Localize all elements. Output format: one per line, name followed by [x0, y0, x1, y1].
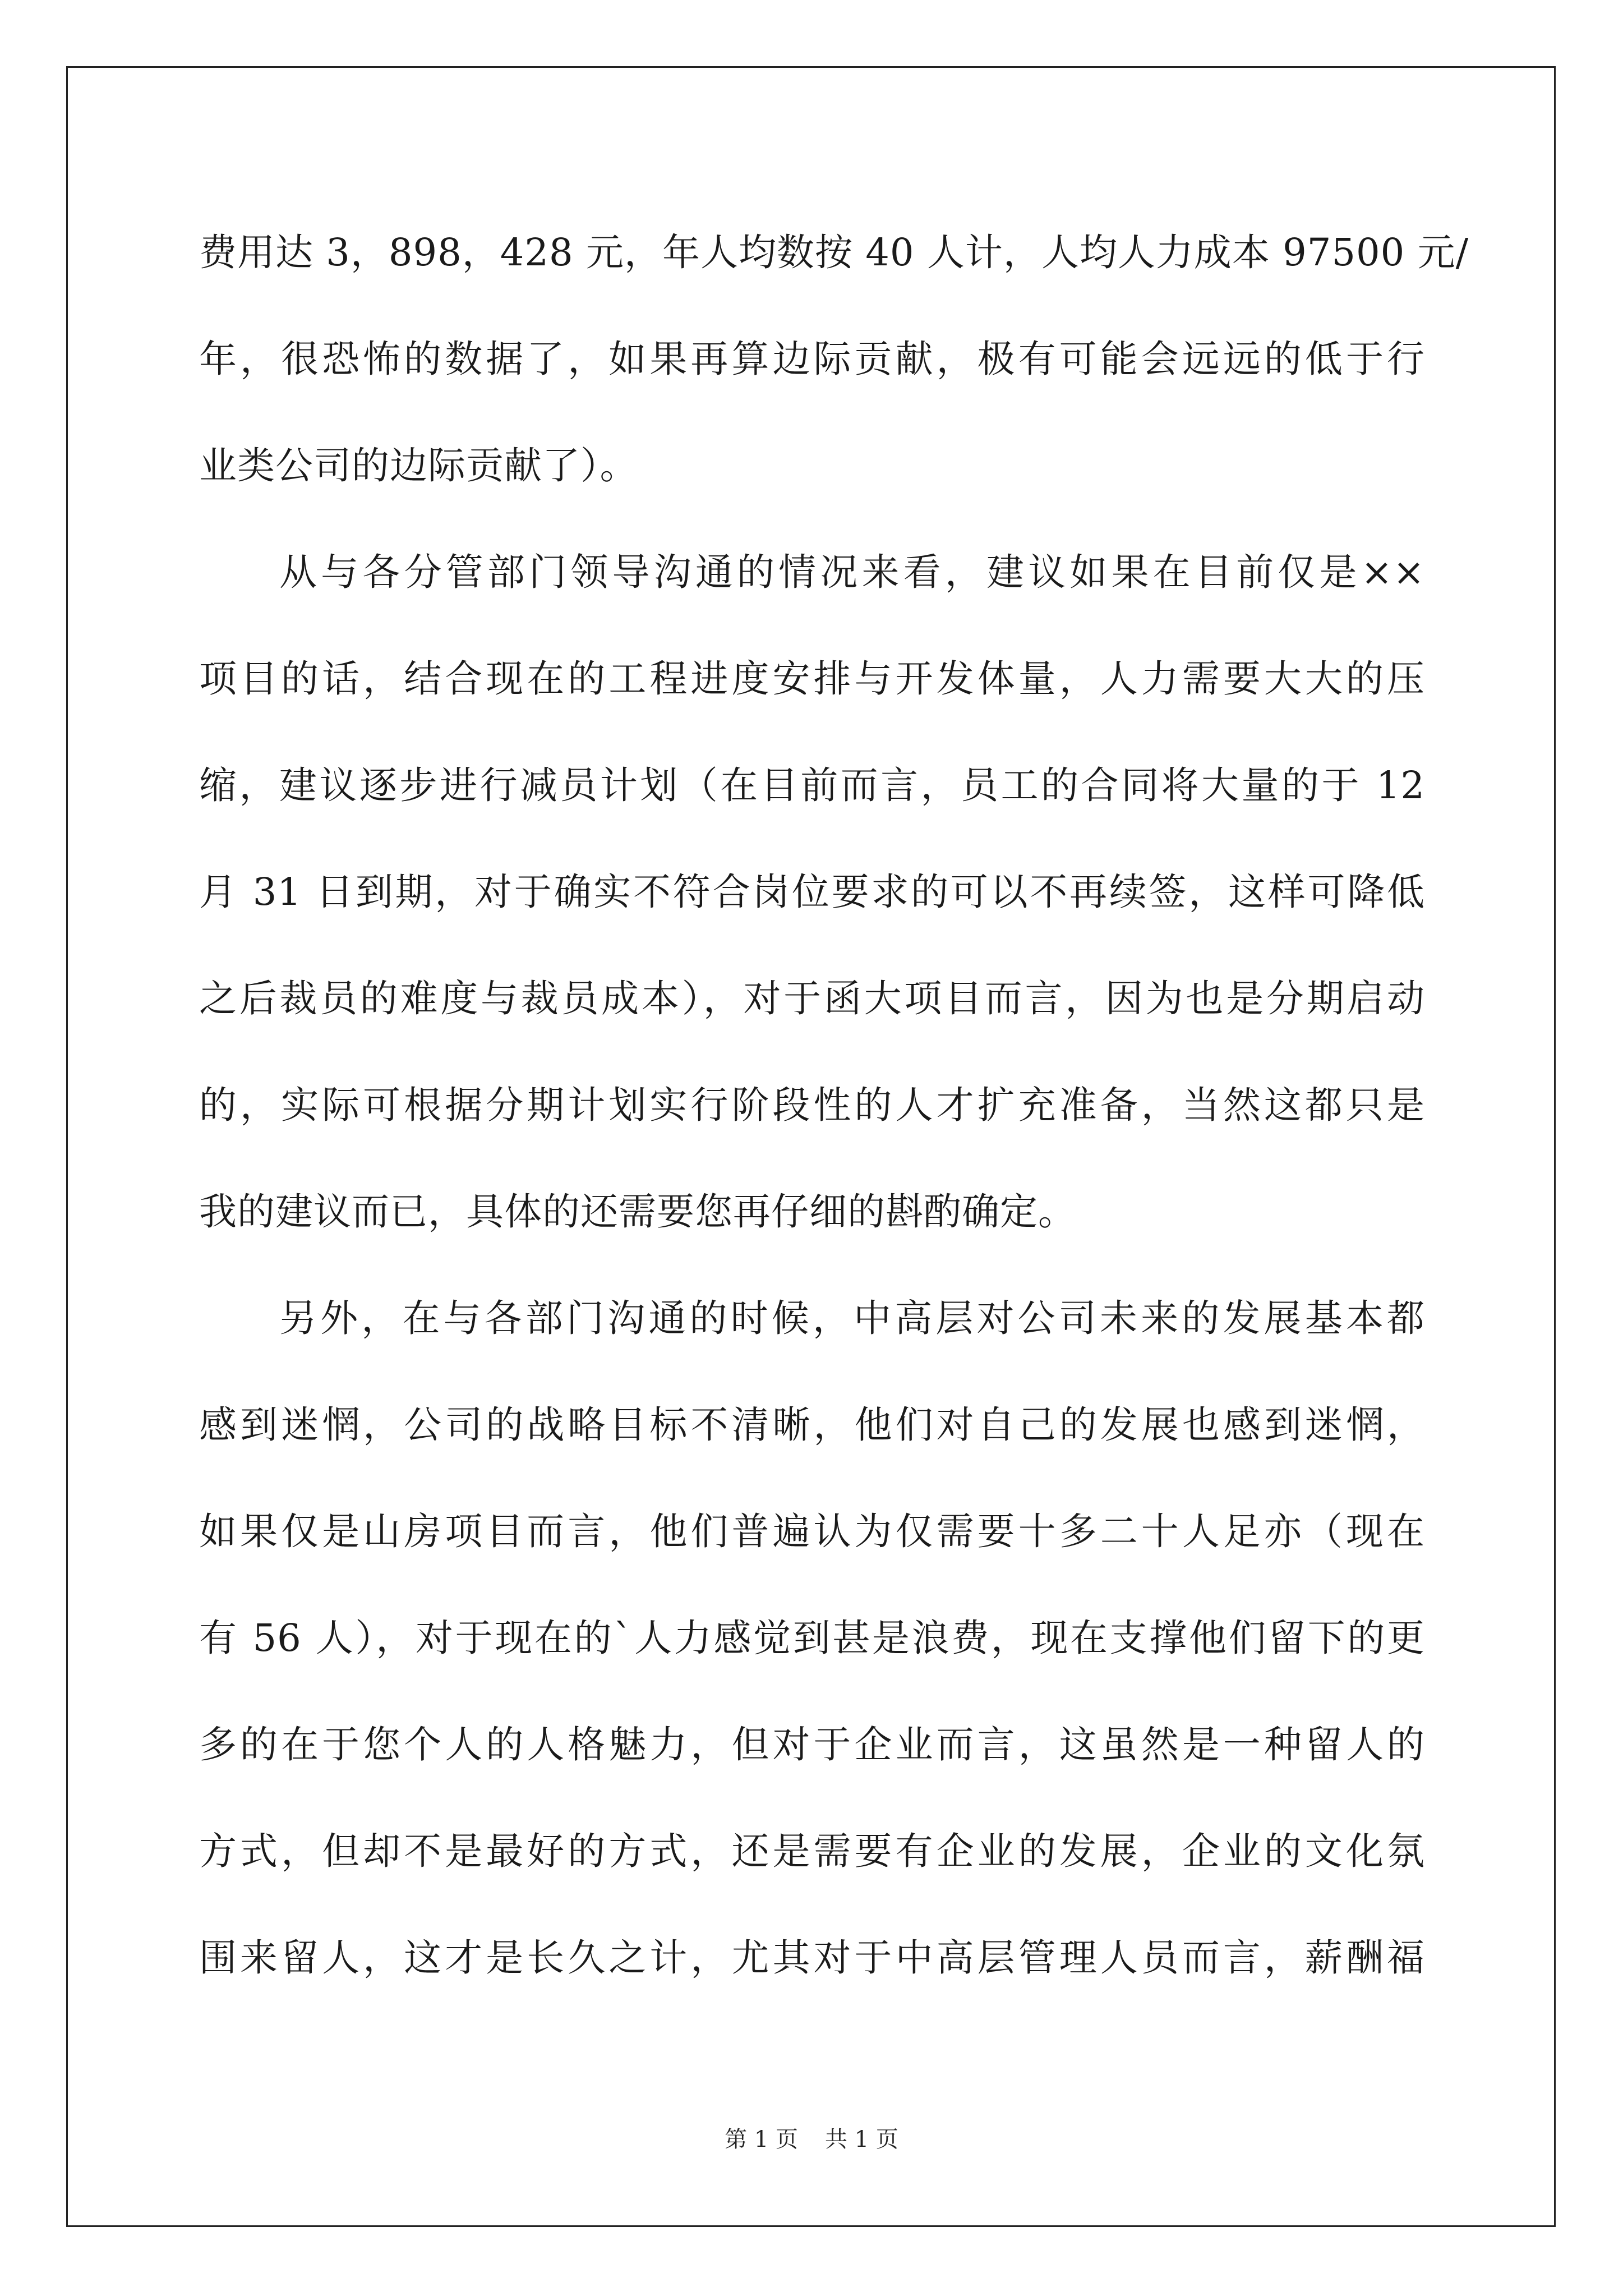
text-line: 从与各分管部门领导沟通的情况来看，建议如果在目前仅是×× — [279, 550, 1425, 594]
text-line: 月 31 日到期，对于确实不符合岗位要求的可以不再续签，这样可降低 — [199, 870, 1425, 914]
text-line: 多的在于您个人的人格魅力，但对于企业而言，这虽然是一种留人的 — [199, 1723, 1425, 1766]
text-line: 之后裁员的难度与裁员成本），对于函大项目而言，因为也是分期启动 — [199, 977, 1425, 1020]
text-line: 的，实际可根据分期计划实行阶段性的人才扩充准备，当然这都只是 — [199, 1083, 1425, 1127]
text-line: 项目的话，结合现在的工程进度安排与开发体量，人力需要大大的压 — [199, 657, 1425, 701]
document-body — [199, 199, 1469, 2011]
page-footer — [0, 2124, 1623, 2155]
text-line: 感到迷惘，公司的战略目标不清晰，他们对自己的发展也感到迷惘， — [199, 1403, 1425, 1447]
text-line: 业类公司的边际贡献了）。 — [199, 444, 638, 487]
text-line: 我的建议而已，具体的还需要您再仔细的斟酌确定。 — [199, 1190, 1076, 1234]
text-line: 费用达 3，898，428 元，年人均数按 40 人计，人均人力成本 97500 元/ — [199, 231, 1469, 274]
text-line: 年，很恐怖的数据了，如果再算边际贡献，极有可能会远远的低于行 — [199, 337, 1425, 381]
page-number-total: 共 1 页 — [825, 2127, 898, 2152]
text-line: 缩，建议逐步进行减员计划（在目前而言，员工的合同将大量的于 12 — [199, 763, 1425, 807]
text-line: 方式，但却不是最好的方式，还是需要有企业的发展，企业的文化氛 — [199, 1829, 1425, 1873]
text-line: 另外，在与各部门沟通的时候，中高层对公司未来的发展基本都 — [279, 1296, 1425, 1340]
page-number-current: 第 1 页 — [725, 2127, 798, 2152]
text-line: 如果仅是山房项目而言，他们普遍认为仅需要十多二十人足亦（现在 — [199, 1510, 1425, 1553]
text-line: 有 56 人），对于现在的`人力感觉到甚是浪费，现在支撑他们留下的更 — [199, 1616, 1425, 1660]
text-line: 围来留人，这才是长久之计，尤其对于中高层管理人员而言，薪酬福 — [199, 1936, 1425, 1980]
